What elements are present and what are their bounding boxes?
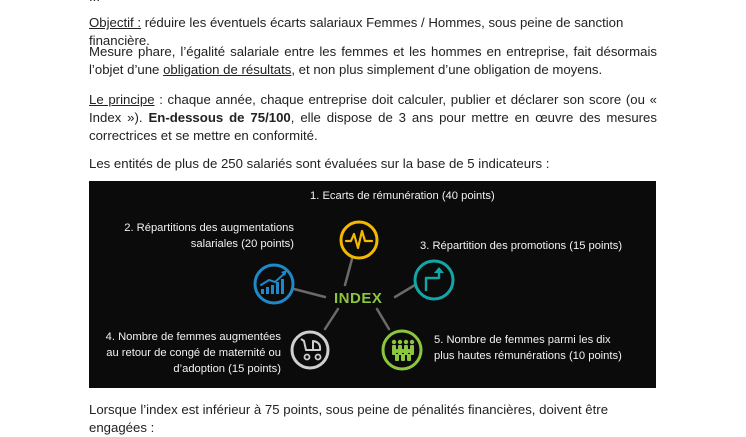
index-center-label: INDEX — [334, 290, 383, 307]
principe-bold: En-dessous de 75/100 — [148, 110, 291, 125]
indicator-5-label: 5. Nombre de femmes parmi les dix plus hautes rémunérations (10 points) — [434, 334, 622, 362]
people-group-icon — [383, 331, 421, 369]
mesure-paragraph — [89, 43, 657, 79]
top-fragment — [89, 0, 657, 6]
index-infographic — [89, 181, 656, 388]
objectif-text: réduire les éventuels écarts salariaux Femmes / Hommes, sous peine de sanction financière. — [89, 15, 624, 48]
arrow-up-right-icon — [415, 261, 453, 299]
mesure-text-2: , et non plus simplement d’une obligation de moyens. — [291, 62, 603, 77]
bottom-paragraph: Lorsque l’index est inférieur à 75 points, sous peine de pénalités financières, doivent être engagées : — [89, 402, 609, 435]
principe-label: Le principe — [89, 92, 155, 107]
principe-paragraph — [89, 91, 657, 145]
indicator-2-label: 2. Répartitions des augmentations salariales (20 points) — [124, 222, 294, 250]
indicator-3-label: 3. Répartition des promotions (15 points) — [420, 240, 623, 252]
principe-text-2: , elle dispose de 3 ans pour mettre en œuvre des mesures correctrices et se mettre en conformité. — [89, 110, 657, 143]
principe-text-1: : chaque année, chaque entreprise doit calculer, publier et déclarer son score (ou « Index »). — [89, 92, 657, 125]
pulse-icon — [341, 222, 377, 258]
stroller-icon — [292, 332, 328, 368]
indicator-1-label: 1. Ecarts de rémunération (40 points) — [310, 190, 495, 202]
objectif-label: Objectif : — [89, 15, 142, 30]
entites-paragraph: Les entités de plus de 250 salariés sont évaluées sur la base de 5 indicateurs : — [89, 156, 550, 171]
obligation-resultats-link: obligation de résultats — [163, 62, 292, 77]
indicator-4-label: 4. Nombre de femmes augmentées au retour de congé de maternité ou d’adoption (15 points) — [105, 331, 281, 375]
rising-chart-icon — [255, 265, 293, 303]
mesure-text-1: Mesure phare, l’égalité salariale entre les femmes et les hommes en entreprise, fait désormais l’objet d’une — [89, 44, 657, 77]
